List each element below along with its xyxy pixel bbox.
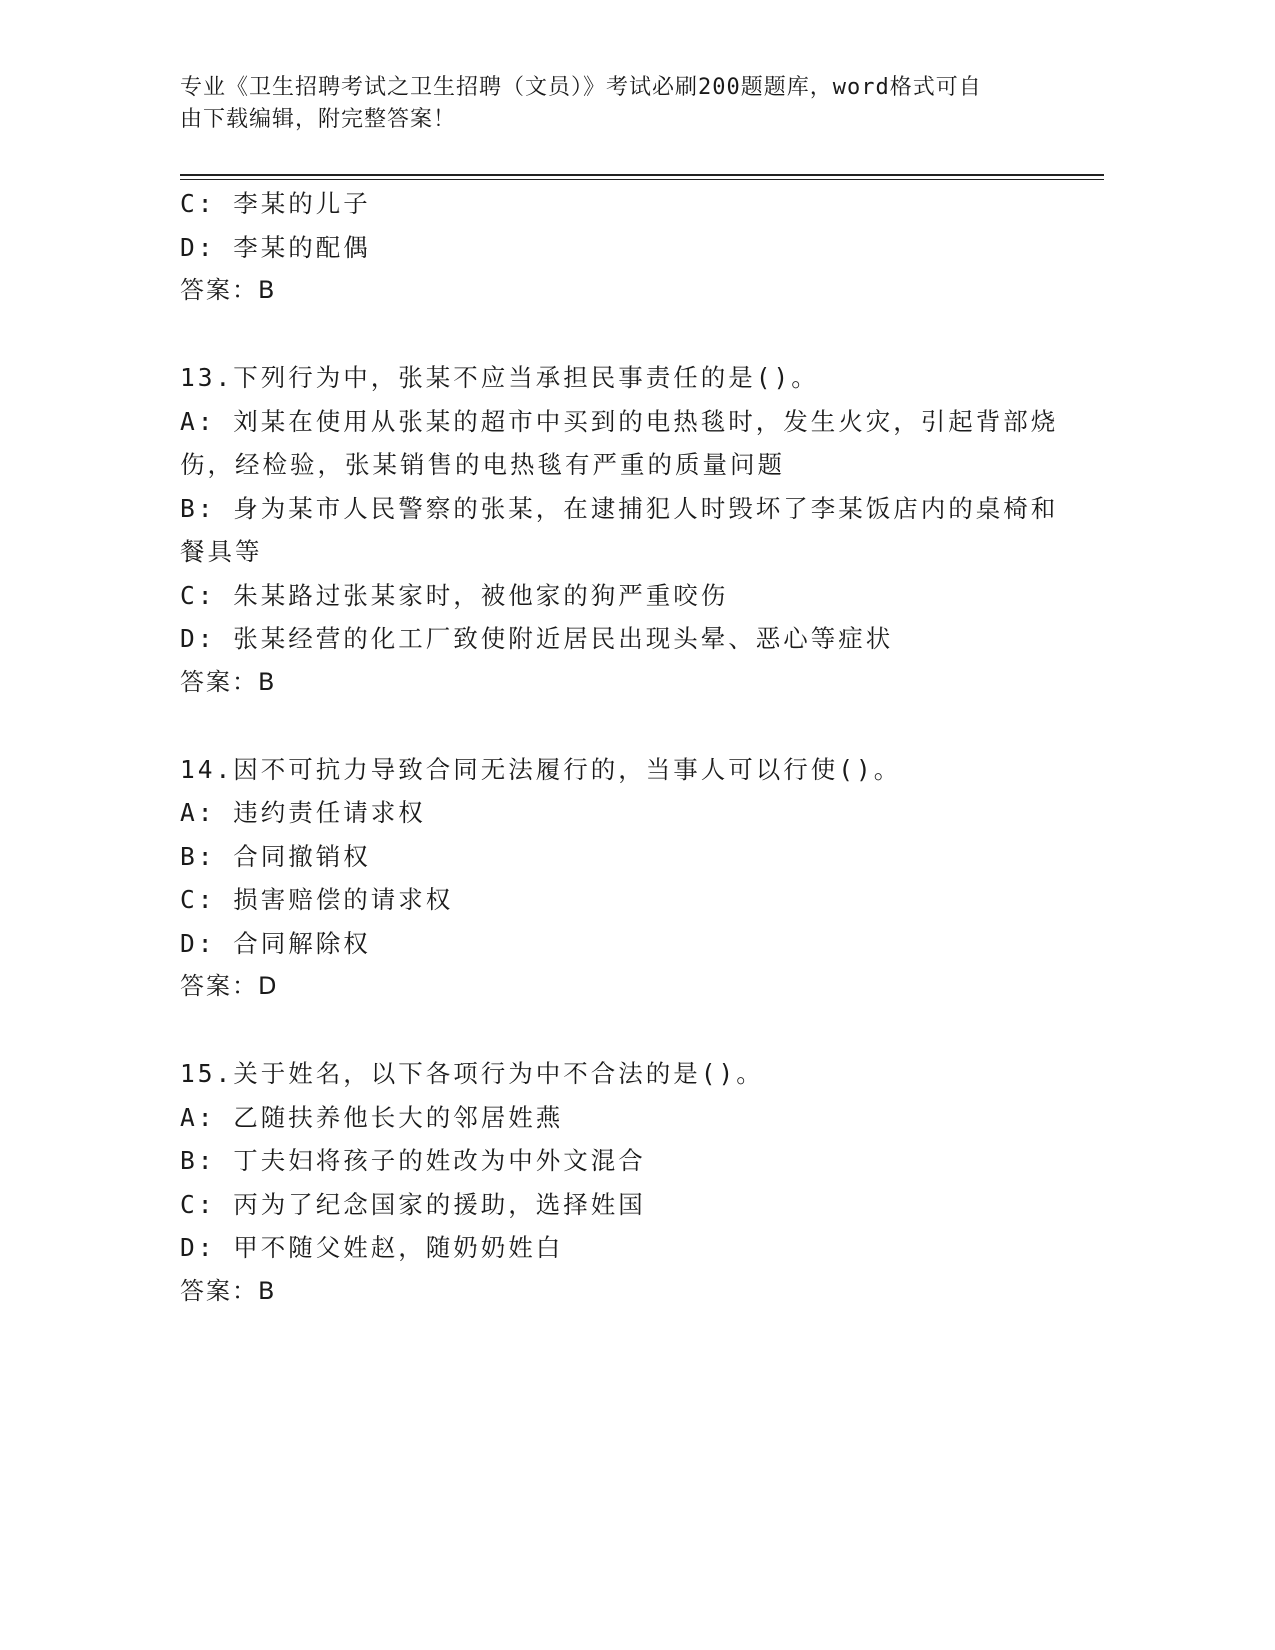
option-c xyxy=(180,182,1060,226)
option-label: C: xyxy=(180,189,216,218)
option-d xyxy=(180,617,1060,661)
option-label: C: xyxy=(180,885,216,914)
option-text: 损害赔偿的请求权 xyxy=(233,885,454,914)
option-label: A: xyxy=(180,1102,216,1132)
question-15 xyxy=(180,1052,1060,1313)
option-text: 刘某在使用从张某的超市中买到的电热毯时，发生火灾，引起背部烧伤，经检验，张某销售的电热毯有严重的质量问题 xyxy=(180,406,1059,479)
option-d xyxy=(180,1226,1060,1270)
option-text: 朱某路过张某家时，被他家的狗严重咬伤 xyxy=(233,580,729,610)
header-line-1: 专业《卫生招聘考试之卫生招聘（文员）》考试必刷200题题库，word格式可自 xyxy=(180,75,982,100)
option-text: 身为某市人民警察的张某，在逮捕犯人时毁坏了李某饭店内的桌椅和餐具等 xyxy=(180,493,1059,566)
option-label: B: xyxy=(180,1146,216,1175)
header-divider-thick xyxy=(180,174,1104,176)
option-text: 合同解除权 xyxy=(233,928,371,958)
header-divider-thin xyxy=(180,179,1104,180)
option-label: C: xyxy=(180,1189,216,1219)
spacer xyxy=(180,313,1060,357)
option-c xyxy=(180,878,1060,922)
spacer xyxy=(180,1009,1060,1053)
option-b xyxy=(180,487,1060,574)
question-stem: 13.下列行为中，张某不应当承担民事责任的是()。 xyxy=(180,363,819,392)
option-text: 甲不随父姓赵，随奶奶姓白 xyxy=(233,1233,564,1262)
question-13 xyxy=(180,356,1060,704)
option-a xyxy=(180,400,1060,487)
option-label: D: xyxy=(180,1233,216,1262)
question-14 xyxy=(180,748,1060,1009)
document-header xyxy=(180,72,1080,136)
option-b xyxy=(180,1139,1060,1183)
option-d xyxy=(180,922,1060,966)
document-body xyxy=(180,182,1060,1313)
option-text: 张某经营的化工厂致使附近居民出现头晕、恶心等症状 xyxy=(233,624,894,653)
option-text: 李某的儿子 xyxy=(233,189,371,218)
option-label: B: xyxy=(180,493,216,523)
question-12-continuation xyxy=(180,182,1060,313)
option-label: C: xyxy=(180,580,216,610)
question-stem: 15.关于姓名，以下各项行为中不合法的是()。 xyxy=(180,1059,764,1088)
option-label: D: xyxy=(180,624,216,653)
option-text: 李某的配偶 xyxy=(233,232,371,262)
answer: 答案：D xyxy=(180,972,279,1000)
option-label: A: xyxy=(180,406,216,436)
option-a xyxy=(180,1096,1060,1140)
question-stem: 14.因不可抗力导致合同无法履行的，当事人可以行使()。 xyxy=(180,754,902,784)
option-text: 合同撤销权 xyxy=(233,841,371,871)
option-c xyxy=(180,1183,1060,1227)
option-label: B: xyxy=(180,841,216,871)
option-text: 丙为了纪念国家的援助，选择姓国 xyxy=(233,1189,646,1219)
option-d xyxy=(180,226,1060,270)
header-line-2: 由下载编辑，附完整答案！ xyxy=(180,107,457,132)
option-b xyxy=(180,835,1060,879)
option-label: A: xyxy=(180,798,216,827)
spacer xyxy=(180,704,1060,748)
option-c xyxy=(180,574,1060,618)
answer: 答案：B xyxy=(180,276,277,304)
answer: 答案：B xyxy=(180,1276,277,1305)
option-text: 丁夫妇将孩子的姓改为中外文混合 xyxy=(233,1146,646,1175)
option-label: D: xyxy=(180,928,216,958)
option-a xyxy=(180,791,1060,835)
option-label: D: xyxy=(180,232,216,262)
option-text: 乙随扶养他长大的邻居姓燕 xyxy=(233,1102,564,1132)
option-text: 违约责任请求权 xyxy=(233,798,426,827)
answer: 答案：B xyxy=(180,667,277,696)
